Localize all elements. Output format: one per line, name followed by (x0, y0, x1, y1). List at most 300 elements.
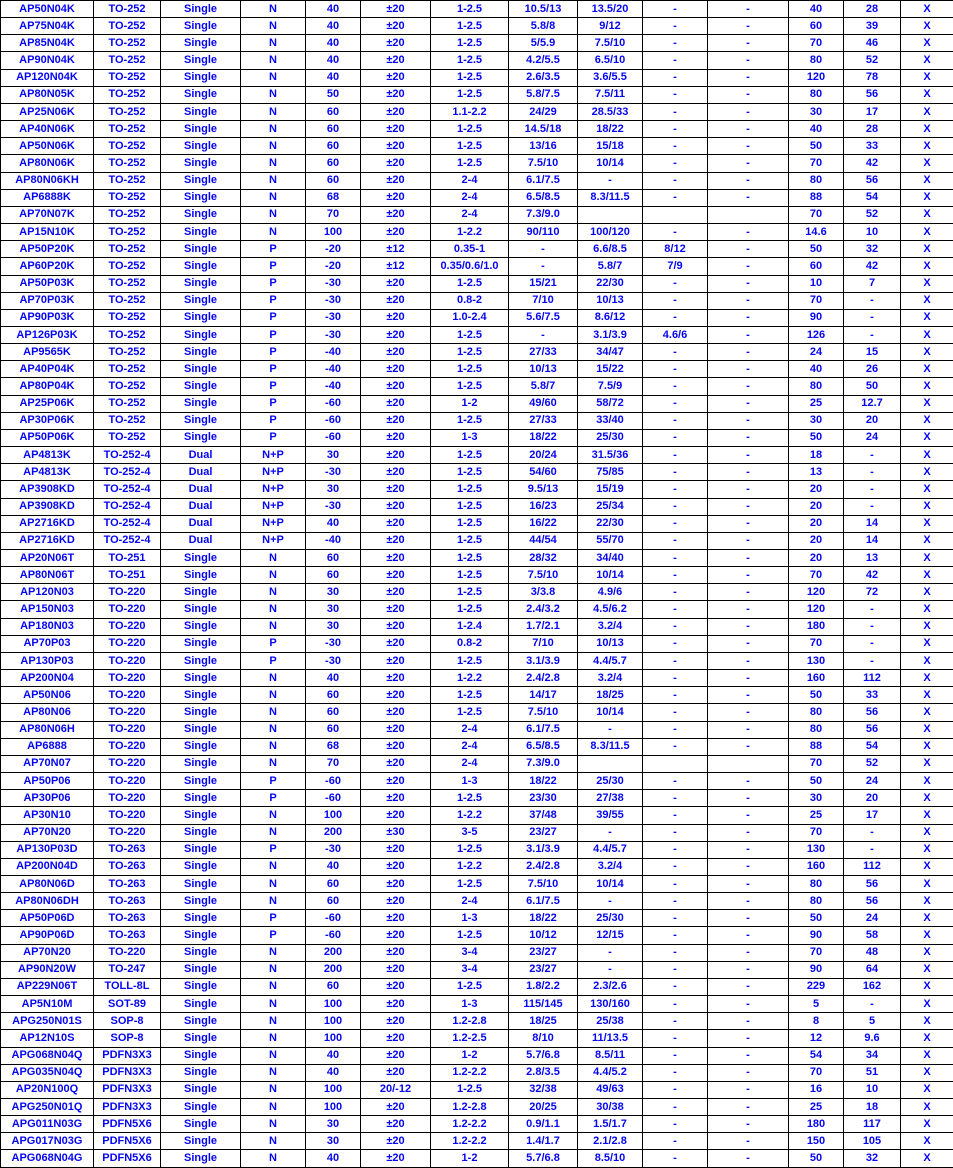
cell-ron-d (708, 206, 789, 223)
cell-package: TO-220 (94, 824, 161, 841)
cell-check: X (901, 550, 953, 567)
cell-config: Single (161, 567, 241, 584)
cell-ron-a: 0.9/1.1 (509, 1116, 578, 1133)
cell-ron-a: 14/17 (509, 687, 578, 704)
cell-config: Single (161, 309, 241, 326)
cell-current: 25 (789, 395, 844, 412)
cell-ron-c: - (643, 447, 708, 464)
cell-config: Single (161, 807, 241, 824)
cell-check: X (901, 961, 953, 978)
cell-current-2: - (844, 447, 901, 464)
cell-part-number: APG011N03G (1, 1116, 94, 1133)
cell-ron-c: - (643, 121, 708, 138)
cell-ron-c: - (643, 1, 708, 18)
cell-ron-c: - (643, 807, 708, 824)
cell-check: X (901, 429, 953, 446)
cell-vgs-th: 1-2.5 (431, 687, 509, 704)
cell-config: Single (161, 635, 241, 652)
cell-package: TO-252 (94, 35, 161, 52)
cell-ron-c: 8/12 (643, 241, 708, 258)
cell-vds: 40 (306, 18, 361, 35)
cell-config: Single (161, 927, 241, 944)
cell-ron-d: - (708, 532, 789, 549)
cell-ron-b: 22/30 (578, 515, 643, 532)
cell-vds: 60 (306, 704, 361, 721)
cell-current-2: - (844, 326, 901, 343)
cell-ron-d: - (708, 893, 789, 910)
cell-part-number: AP80N06K (1, 155, 94, 172)
cell-vgs: ±20 (361, 395, 431, 412)
cell-current: 20 (789, 532, 844, 549)
cell-config: Single (161, 412, 241, 429)
cell-vds: 40 (306, 52, 361, 69)
cell-ron-b: - (578, 893, 643, 910)
cell-channel: N (241, 1081, 306, 1098)
cell-vgs: ±20 (361, 687, 431, 704)
cell-vgs-th: 1-2.5 (431, 86, 509, 103)
table-row (1, 515, 953, 532)
cell-current-2: 52 (844, 206, 901, 223)
cell-ron-c: - (643, 1116, 708, 1133)
cell-current: 80 (789, 86, 844, 103)
cell-ron-d: - (708, 515, 789, 532)
cell-ron-c: - (643, 189, 708, 206)
cell-check: X (901, 86, 953, 103)
cell-ron-b: 10/13 (578, 292, 643, 309)
cell-ron-b: 9/12 (578, 18, 643, 35)
cell-current: 20 (789, 481, 844, 498)
cell-current-2: 162 (844, 978, 901, 995)
cell-ron-d: - (708, 344, 789, 361)
cell-vds: -60 (306, 395, 361, 412)
cell-ron-c: - (643, 704, 708, 721)
cell-vds: 70 (306, 206, 361, 223)
cell-ron-d: - (708, 927, 789, 944)
cell-vgs: 20/-12 (361, 1081, 431, 1098)
cell-vgs: ±20 (361, 429, 431, 446)
cell-config: Single (161, 138, 241, 155)
cell-ron-b: 2.1/2.8 (578, 1133, 643, 1150)
cell-check: X (901, 875, 953, 892)
cell-ron-c: - (643, 893, 708, 910)
cell-check: X (901, 344, 953, 361)
cell-current-2: - (844, 635, 901, 652)
table-row (1, 224, 953, 241)
cell-config: Single (161, 618, 241, 635)
cell-vgs: ±20 (361, 961, 431, 978)
cell-ron-d: - (708, 241, 789, 258)
cell-vds: -60 (306, 429, 361, 446)
cell-part-number: AP12N10S (1, 1030, 94, 1047)
cell-ron-d: - (708, 86, 789, 103)
cell-package: TO-252 (94, 155, 161, 172)
cell-channel: N (241, 1099, 306, 1116)
cell-vgs-th: 1.2-2.2 (431, 1133, 509, 1150)
cell-check: X (901, 1133, 953, 1150)
table-row (1, 429, 953, 446)
cell-ron-b: 100/120 (578, 224, 643, 241)
cell-package: TO-252 (94, 189, 161, 206)
cell-channel: N (241, 893, 306, 910)
cell-current: 70 (789, 824, 844, 841)
cell-ron-c: - (643, 292, 708, 309)
cell-channel: P (241, 275, 306, 292)
cell-ron-a: 16/22 (509, 515, 578, 532)
cell-channel: P (241, 361, 306, 378)
cell-current-2: 32 (844, 241, 901, 258)
cell-channel: N (241, 824, 306, 841)
cell-current-2: 105 (844, 1133, 901, 1150)
cell-ron-b: 5.8/7 (578, 258, 643, 275)
cell-ron-c: - (643, 1081, 708, 1098)
cell-current: 24 (789, 344, 844, 361)
cell-package: PDFN3X3 (94, 1099, 161, 1116)
cell-vds: 30 (306, 618, 361, 635)
cell-current: 70 (789, 1064, 844, 1081)
cell-part-number: APG250N01Q (1, 1099, 94, 1116)
cell-channel: P (241, 652, 306, 669)
cell-package: TO-252 (94, 241, 161, 258)
cell-package: TO-220 (94, 721, 161, 738)
cell-check: X (901, 18, 953, 35)
cell-vds: 40 (306, 1047, 361, 1064)
cell-channel: N (241, 1133, 306, 1150)
cell-vds: -30 (306, 841, 361, 858)
cell-vds: 40 (306, 1, 361, 18)
cell-check: X (901, 498, 953, 515)
cell-check: X (901, 635, 953, 652)
cell-check: X (901, 1150, 953, 1168)
cell-ron-a: 6.5/8.5 (509, 189, 578, 206)
cell-config: Single (161, 893, 241, 910)
cell-part-number: APG068N04Q (1, 1047, 94, 1064)
cell-vgs-th: 1-2.5 (431, 121, 509, 138)
cell-current-2: 56 (844, 721, 901, 738)
cell-vgs-th: 2-4 (431, 721, 509, 738)
cell-check: X (901, 807, 953, 824)
cell-vgs-th: 1-2.5 (431, 567, 509, 584)
cell-channel: N (241, 875, 306, 892)
cell-ron-a: 4.2/5.5 (509, 52, 578, 69)
cell-ron-a: 1.7/2.1 (509, 618, 578, 635)
table-row (1, 1133, 953, 1150)
cell-ron-b: 34/47 (578, 344, 643, 361)
table-row (1, 824, 953, 841)
cell-config: Single (161, 429, 241, 446)
cell-vgs-th: 2-4 (431, 738, 509, 755)
cell-vgs: ±20 (361, 412, 431, 429)
cell-current-2: 9.6 (844, 1030, 901, 1047)
cell-vds: 30 (306, 1116, 361, 1133)
cell-part-number: AP3908KD (1, 481, 94, 498)
table-row (1, 172, 953, 189)
cell-channel: P (241, 309, 306, 326)
cell-part-number: AP90N20W (1, 961, 94, 978)
cell-config: Single (161, 550, 241, 567)
cell-ron-a: 3/3.8 (509, 584, 578, 601)
cell-current-2: 24 (844, 773, 901, 790)
cell-ron-a: 44/54 (509, 532, 578, 549)
table-row (1, 721, 953, 738)
cell-vds: 40 (306, 35, 361, 52)
table-row (1, 738, 953, 755)
cell-channel: N (241, 961, 306, 978)
cell-ron-c: - (643, 275, 708, 292)
cell-part-number: APG017N03G (1, 1133, 94, 1150)
cell-current-2: 56 (844, 875, 901, 892)
cell-current-2: 17 (844, 103, 901, 120)
cell-vgs-th: 1-2.4 (431, 618, 509, 635)
table-row (1, 18, 953, 35)
cell-package: TO-252-4 (94, 447, 161, 464)
cell-channel: P (241, 326, 306, 343)
cell-part-number: AP70N20 (1, 944, 94, 961)
cell-ron-b: 30/38 (578, 1099, 643, 1116)
cell-ron-d: - (708, 378, 789, 395)
cell-vgs-th: 1-2.5 (431, 378, 509, 395)
cell-ron-b: 12/15 (578, 927, 643, 944)
cell-current-2: 24 (844, 910, 901, 927)
cell-current: 130 (789, 841, 844, 858)
cell-channel: N (241, 35, 306, 52)
cell-ron-a: 18/22 (509, 910, 578, 927)
cell-ron-d: - (708, 1013, 789, 1030)
cell-ron-d: - (708, 1099, 789, 1116)
cell-ron-b: 18/25 (578, 687, 643, 704)
cell-part-number: AP70N07K (1, 206, 94, 223)
cell-ron-c: - (643, 309, 708, 326)
cell-channel: P (241, 344, 306, 361)
cell-check: X (901, 121, 953, 138)
cell-ron-a: 23/27 (509, 944, 578, 961)
cell-config: Single (161, 344, 241, 361)
cell-ron-b: 7.5/9 (578, 378, 643, 395)
cell-ron-d: - (708, 652, 789, 669)
cell-check: X (901, 893, 953, 910)
cell-ron-c: - (643, 635, 708, 652)
cell-ron-a: 1.4/1.7 (509, 1133, 578, 1150)
cell-ron-a: 27/33 (509, 412, 578, 429)
table-row (1, 52, 953, 69)
cell-vgs-th: 2-4 (431, 206, 509, 223)
cell-current-2: 42 (844, 258, 901, 275)
cell-check: X (901, 910, 953, 927)
cell-package: TO-252 (94, 309, 161, 326)
cell-vgs: ±20 (361, 807, 431, 824)
cell-config: Dual (161, 532, 241, 549)
cell-vgs: ±20 (361, 567, 431, 584)
cell-vgs-th: 2-4 (431, 755, 509, 772)
cell-part-number: AP2716KD (1, 532, 94, 549)
table-row (1, 1150, 953, 1168)
cell-ron-b: 25/38 (578, 1013, 643, 1030)
cell-package: TO-263 (94, 910, 161, 927)
cell-vgs-th: 1-2.5 (431, 481, 509, 498)
cell-current-2: - (844, 464, 901, 481)
cell-vgs: ±20 (361, 138, 431, 155)
cell-package: TO-252 (94, 121, 161, 138)
cell-ron-a: 23/30 (509, 790, 578, 807)
cell-ron-c: 4.6/6 (643, 326, 708, 343)
cell-ron-a: 49/60 (509, 395, 578, 412)
cell-vgs-th: 1-2.5 (431, 1, 509, 18)
cell-ron-d: - (708, 550, 789, 567)
cell-package: TO-220 (94, 670, 161, 687)
cell-channel: N (241, 567, 306, 584)
cell-vds: 100 (306, 1030, 361, 1047)
cell-ron-c: - (643, 395, 708, 412)
cell-package: TO-252 (94, 395, 161, 412)
cell-vgs-th: 1-2.5 (431, 52, 509, 69)
cell-ron-b: 55/70 (578, 532, 643, 549)
cell-part-number: AP40N06K (1, 121, 94, 138)
cell-vgs-th: 1-2.5 (431, 927, 509, 944)
cell-ron-d: - (708, 567, 789, 584)
cell-vgs: ±20 (361, 18, 431, 35)
cell-config: Single (161, 1099, 241, 1116)
cell-config: Single (161, 1133, 241, 1150)
cell-current: 60 (789, 258, 844, 275)
cell-ron-a: 7.5/10 (509, 155, 578, 172)
cell-part-number: AP2716KD (1, 515, 94, 532)
cell-part-number: AP70P03K (1, 292, 94, 309)
cell-package: TO-252-4 (94, 532, 161, 549)
cell-vgs: ±20 (361, 344, 431, 361)
cell-config: Single (161, 1030, 241, 1047)
cell-part-number: APG068N04G (1, 1150, 94, 1168)
cell-package: TO-220 (94, 618, 161, 635)
cell-current-2: - (844, 652, 901, 669)
cell-vgs: ±20 (361, 1116, 431, 1133)
cell-channel: N+P (241, 447, 306, 464)
cell-part-number: AP80P04K (1, 378, 94, 395)
cell-ron-c: - (643, 790, 708, 807)
cell-ron-c: - (643, 687, 708, 704)
cell-config: Single (161, 18, 241, 35)
cell-channel: P (241, 773, 306, 790)
cell-ron-c: - (643, 103, 708, 120)
cell-ron-d: - (708, 464, 789, 481)
cell-vgs-th: 1-3 (431, 773, 509, 790)
cell-check: X (901, 652, 953, 669)
cell-vds: 100 (306, 224, 361, 241)
cell-ron-a: 9.5/13 (509, 481, 578, 498)
table-row (1, 1, 953, 18)
cell-part-number: AP30P06K (1, 412, 94, 429)
cell-ron-a: 16/23 (509, 498, 578, 515)
cell-current-2: 15 (844, 344, 901, 361)
cell-ron-a: 115/145 (509, 996, 578, 1013)
cell-ron-b: 3.2/4 (578, 858, 643, 875)
cell-current: 50 (789, 910, 844, 927)
cell-current: 40 (789, 361, 844, 378)
cell-current: 126 (789, 326, 844, 343)
cell-current: 10 (789, 275, 844, 292)
table-row (1, 241, 953, 258)
cell-package: TO-220 (94, 635, 161, 652)
cell-ron-b: 7.5/10 (578, 35, 643, 52)
cell-package: TO-251 (94, 550, 161, 567)
cell-ron-a: 7/10 (509, 292, 578, 309)
cell-current-2: 72 (844, 584, 901, 601)
cell-channel: P (241, 292, 306, 309)
cell-current-2: 33 (844, 687, 901, 704)
cell-part-number: AP20N06T (1, 550, 94, 567)
cell-vgs-th: 1-2.5 (431, 841, 509, 858)
cell-channel: N (241, 858, 306, 875)
cell-check: X (901, 755, 953, 772)
cell-check: X (901, 275, 953, 292)
cell-config: Single (161, 910, 241, 927)
cell-ron-a: 18/25 (509, 1013, 578, 1030)
cell-vgs-th: 1-2 (431, 395, 509, 412)
cell-vgs: ±20 (361, 189, 431, 206)
cell-current-2: 12.7 (844, 395, 901, 412)
table-row (1, 121, 953, 138)
cell-part-number: AP50P06K (1, 429, 94, 446)
cell-channel: N+P (241, 515, 306, 532)
cell-check: X (901, 378, 953, 395)
cell-vgs-th: 1-3 (431, 910, 509, 927)
cell-vgs: ±12 (361, 241, 431, 258)
cell-config: Single (161, 824, 241, 841)
cell-ron-b: 6.5/10 (578, 52, 643, 69)
cell-ron-c: - (643, 412, 708, 429)
cell-config: Single (161, 1, 241, 18)
cell-check: X (901, 292, 953, 309)
cell-part-number: AP180N03 (1, 618, 94, 635)
cell-ron-b: 8.3/11.5 (578, 189, 643, 206)
cell-config: Single (161, 687, 241, 704)
cell-package: TO-220 (94, 790, 161, 807)
cell-ron-d: - (708, 52, 789, 69)
cell-ron-b: 4.9/6 (578, 584, 643, 601)
cell-package: TO-263 (94, 927, 161, 944)
cell-vgs-th: 1.2-2.5 (431, 1030, 509, 1047)
cell-check: X (901, 172, 953, 189)
cell-config: Single (161, 1116, 241, 1133)
cell-ron-d: - (708, 275, 789, 292)
table-row (1, 447, 953, 464)
cell-check: X (901, 52, 953, 69)
cell-current: 40 (789, 1, 844, 18)
cell-package: TOLL-8L (94, 978, 161, 995)
cell-config: Dual (161, 515, 241, 532)
cell-ron-d: - (708, 103, 789, 120)
cell-channel: P (241, 395, 306, 412)
cell-config: Dual (161, 447, 241, 464)
cell-package: SOP-8 (94, 1013, 161, 1030)
cell-part-number: AP25N06K (1, 103, 94, 120)
cell-ron-a: 2.4/3.2 (509, 601, 578, 618)
cell-ron-b: 4.4/5.2 (578, 1064, 643, 1081)
cell-ron-a: 13/16 (509, 138, 578, 155)
cell-ron-d: - (708, 824, 789, 841)
table-row (1, 996, 953, 1013)
table-row (1, 412, 953, 429)
cell-part-number: AP20N100Q (1, 1081, 94, 1098)
cell-check: X (901, 1, 953, 18)
table-row (1, 258, 953, 275)
cell-ron-c (643, 206, 708, 223)
cell-package: TO-220 (94, 652, 161, 669)
cell-vds: 68 (306, 738, 361, 755)
cell-ron-d: - (708, 326, 789, 343)
cell-ron-b: 10/14 (578, 567, 643, 584)
cell-vgs: ±20 (361, 378, 431, 395)
cell-channel: N (241, 1064, 306, 1081)
cell-ron-d: - (708, 670, 789, 687)
